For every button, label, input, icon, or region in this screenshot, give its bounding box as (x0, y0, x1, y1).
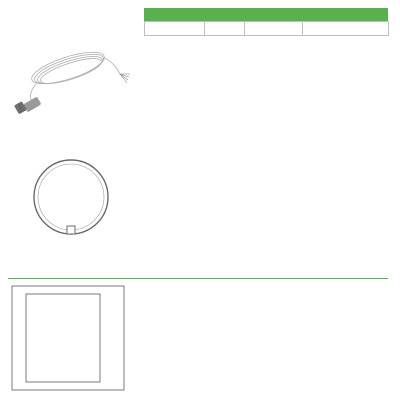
connector-body (14, 97, 41, 115)
header-interface (303, 22, 389, 36)
cordset-table-panel (144, 8, 388, 36)
wiring-diagram (8, 284, 198, 394)
cordset-illustration (0, 0, 140, 150)
connector-pin-face (32, 158, 110, 236)
header-pin (205, 22, 245, 36)
diagram-divider (8, 278, 388, 279)
header-mark (145, 22, 205, 36)
table-header-row (145, 22, 389, 36)
cordset-table (144, 21, 389, 36)
header-color (245, 22, 303, 36)
table-title (144, 8, 388, 21)
